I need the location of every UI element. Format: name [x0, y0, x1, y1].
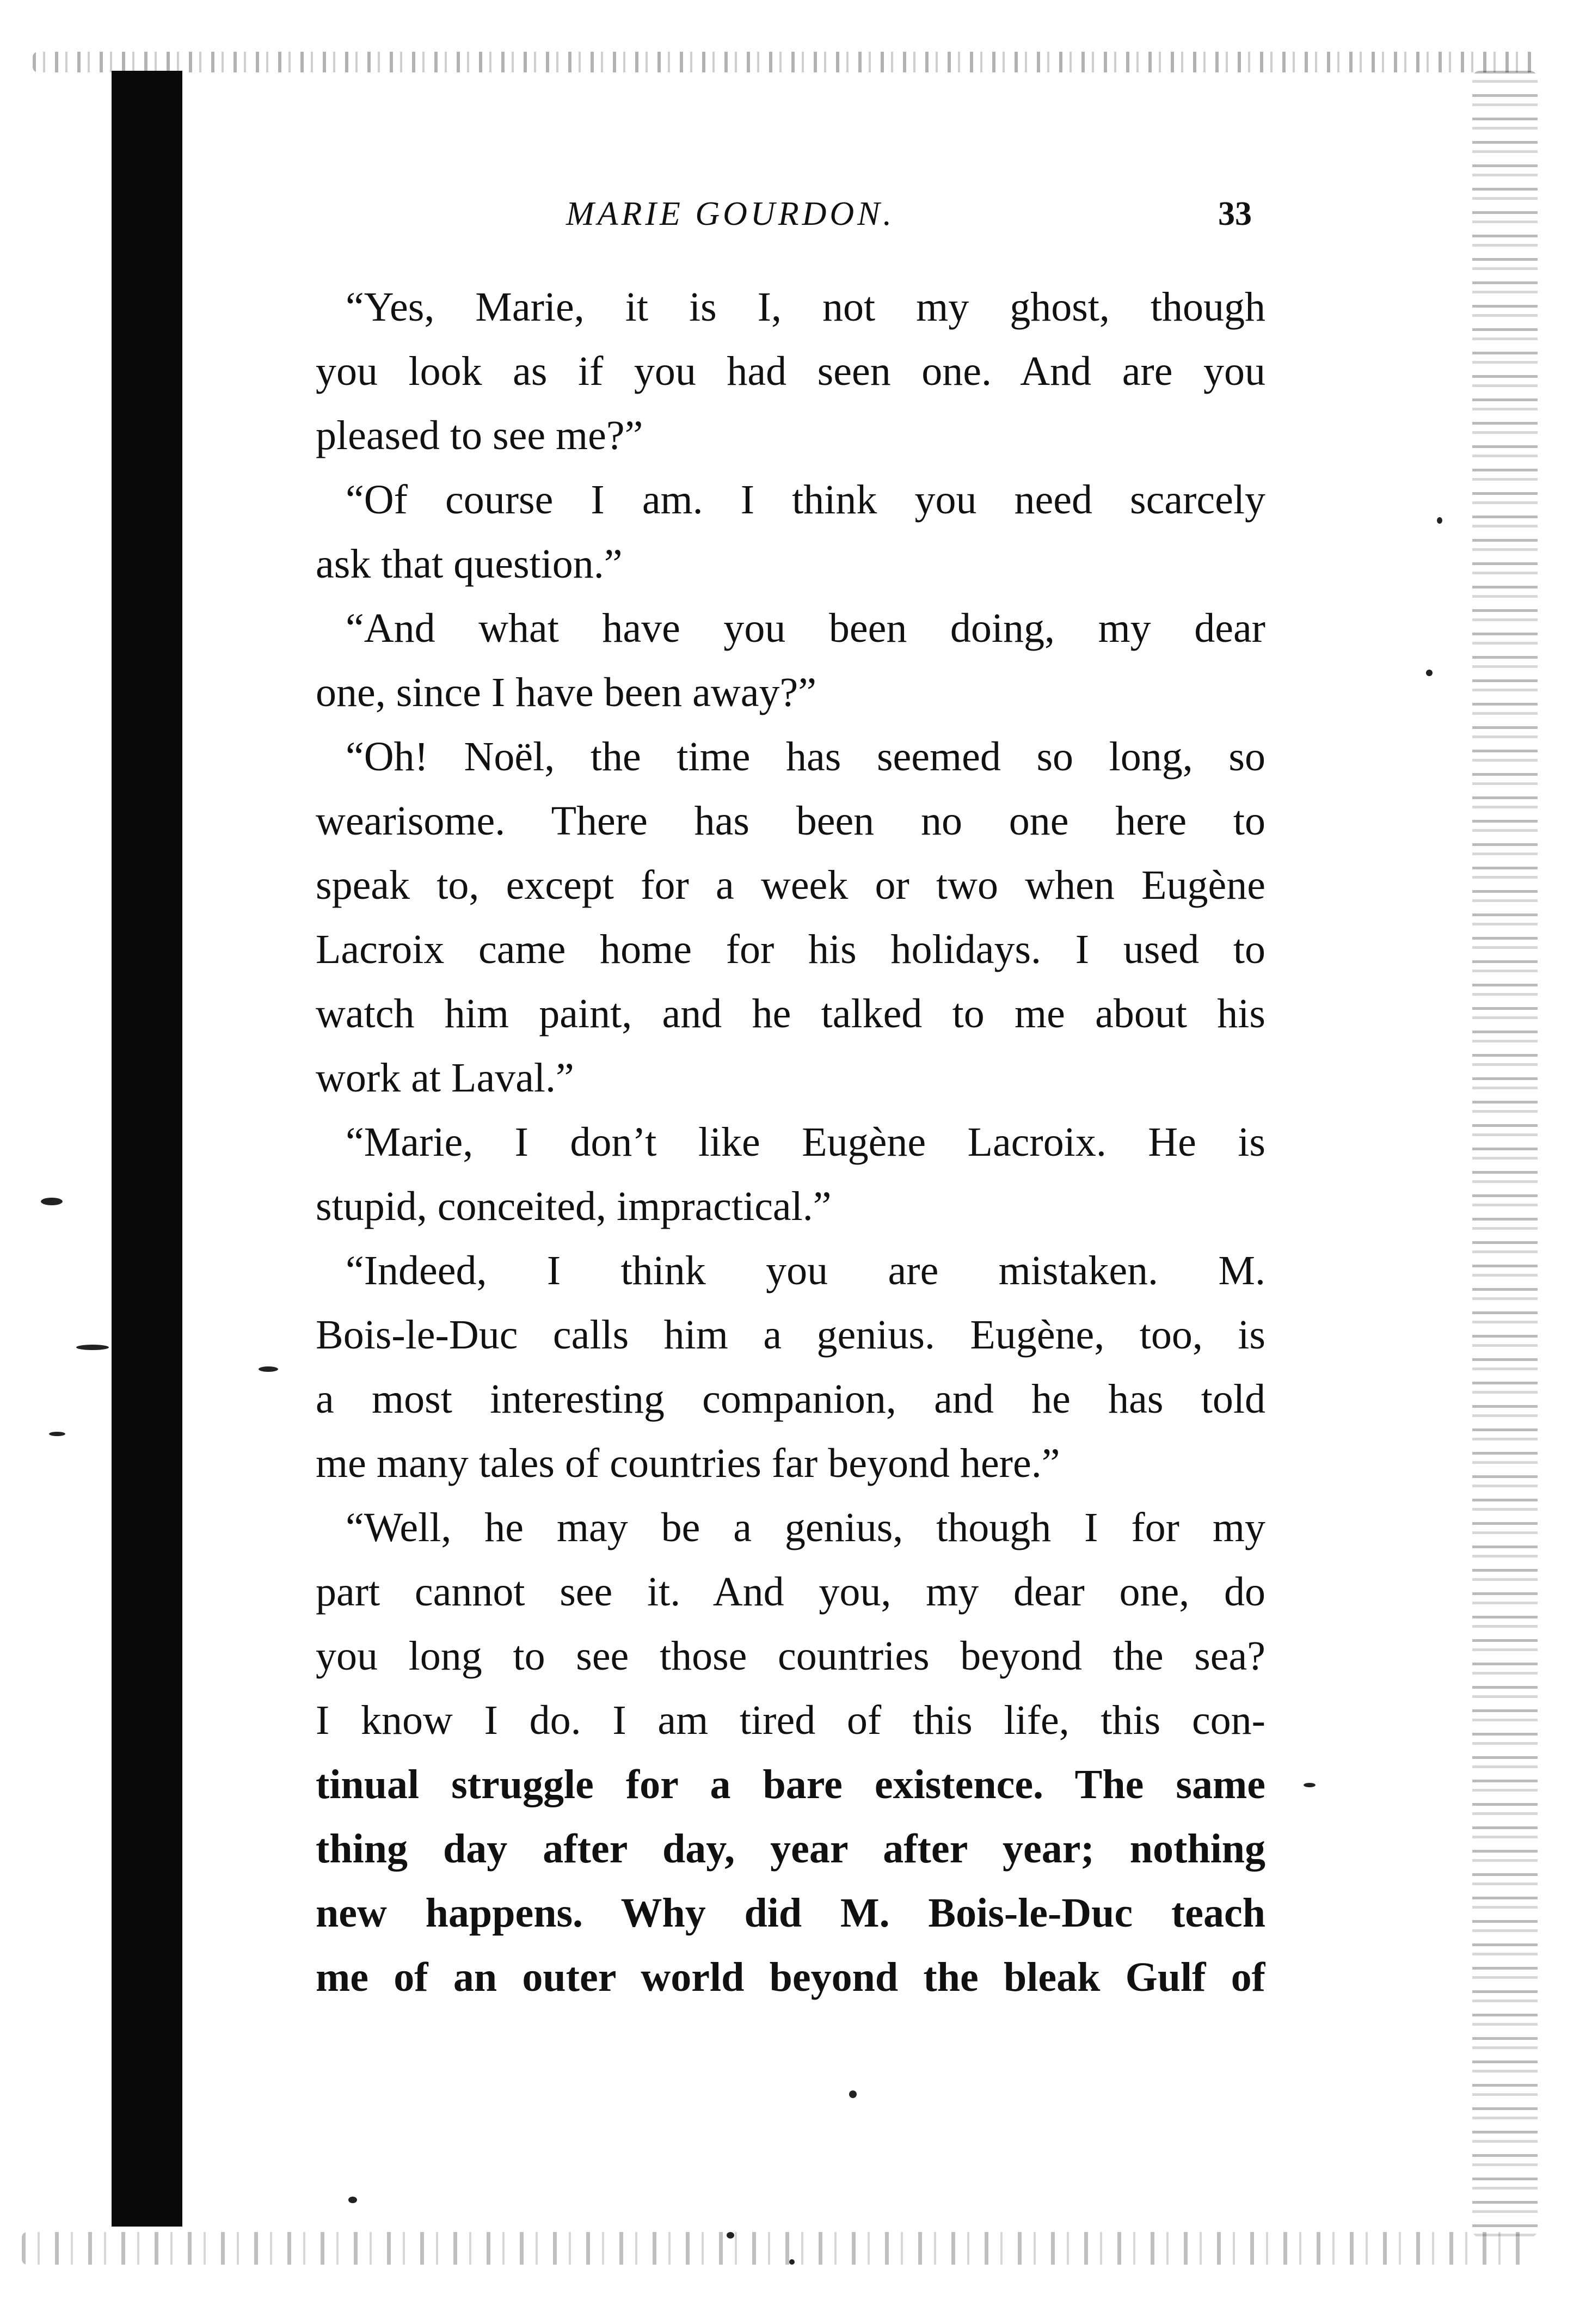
text-line: I know I do. I am tired of this life, this con- — [316, 1697, 1265, 1743]
text-line: me of an outer world beyond the bleak Gulf of — [316, 1954, 1265, 2000]
text-line: tinual struggle for a bare existence. The same — [316, 1762, 1265, 1807]
scan-speck — [1304, 1783, 1316, 1787]
scan-speck — [76, 1345, 109, 1350]
text-line: “Marie, I don’t like Eugène Lacroix. He is — [346, 1119, 1265, 1165]
scan-speck — [1426, 670, 1433, 676]
text-line: Bois-le-Duc calls him a genius. Eugène, too, is — [316, 1312, 1265, 1358]
text-line: “Well, he may be a genius, though I for my — [346, 1505, 1265, 1550]
text-line: stupid, conceited, impractical.” — [316, 1184, 832, 1229]
scan-speck — [348, 2197, 357, 2203]
scan-speck — [49, 1432, 65, 1436]
text-line: ask that question.” — [316, 541, 623, 587]
text-line: part cannot see it. And you, my dear one, do — [316, 1569, 1265, 1615]
text-line: “Of course I am. I think you need scarcely — [346, 477, 1265, 523]
text-line: “Indeed, I think you are mistaken. M. — [346, 1248, 1265, 1293]
text-line: “And what have you been doing, my dear — [346, 605, 1265, 651]
text-line: wearisome. There has been no one here to — [316, 798, 1265, 844]
text-line: one, since I have been away?” — [316, 670, 816, 715]
text-line: a most interesting companion, and he has told — [316, 1376, 1265, 1422]
scan-speck — [727, 2232, 734, 2239]
text-line: speak to, except for a week or two when Eugène — [316, 862, 1265, 908]
scan-speck — [1437, 517, 1442, 524]
text-line: watch him paint, and he talked to me about his — [316, 991, 1265, 1037]
scan-speck — [789, 2259, 795, 2265]
text-line: “Oh! Noël, the time has seemed so long, so — [346, 734, 1265, 780]
running-head — [316, 195, 1274, 238]
scan-speck — [849, 2090, 857, 2098]
page-number: 33 — [1218, 195, 1252, 232]
text-line: Lacroix came home for his holidays. I used to — [316, 927, 1265, 972]
text-line: you long to see those countries beyond the sea? — [316, 1633, 1265, 1679]
text-line: thing day after day, year after year; nothing — [316, 1826, 1265, 1872]
running-title: MARIE GOURDON. — [566, 195, 895, 232]
text-line: me many tales of countries far beyond here.” — [316, 1440, 1060, 1486]
text-line: work at Laval.” — [316, 1055, 574, 1101]
page-edge-right — [1472, 71, 1538, 2237]
binding-gutter-shadow — [112, 71, 182, 2227]
text-line: you look as if you had seen one. And are you — [316, 348, 1265, 394]
page-edge-top — [33, 52, 1535, 72]
scan-speck — [259, 1366, 278, 1372]
page-edge-bottom — [22, 2232, 1524, 2265]
text-line: pleased to see me?” — [316, 413, 643, 458]
scan-speck — [41, 1198, 63, 1205]
text-line: new happens. Why did M. Bois-le-Duc teach — [316, 1890, 1265, 1936]
text-line: “Yes, Marie, it is I, not my ghost, though — [346, 284, 1265, 330]
body-text — [316, 275, 1265, 2009]
